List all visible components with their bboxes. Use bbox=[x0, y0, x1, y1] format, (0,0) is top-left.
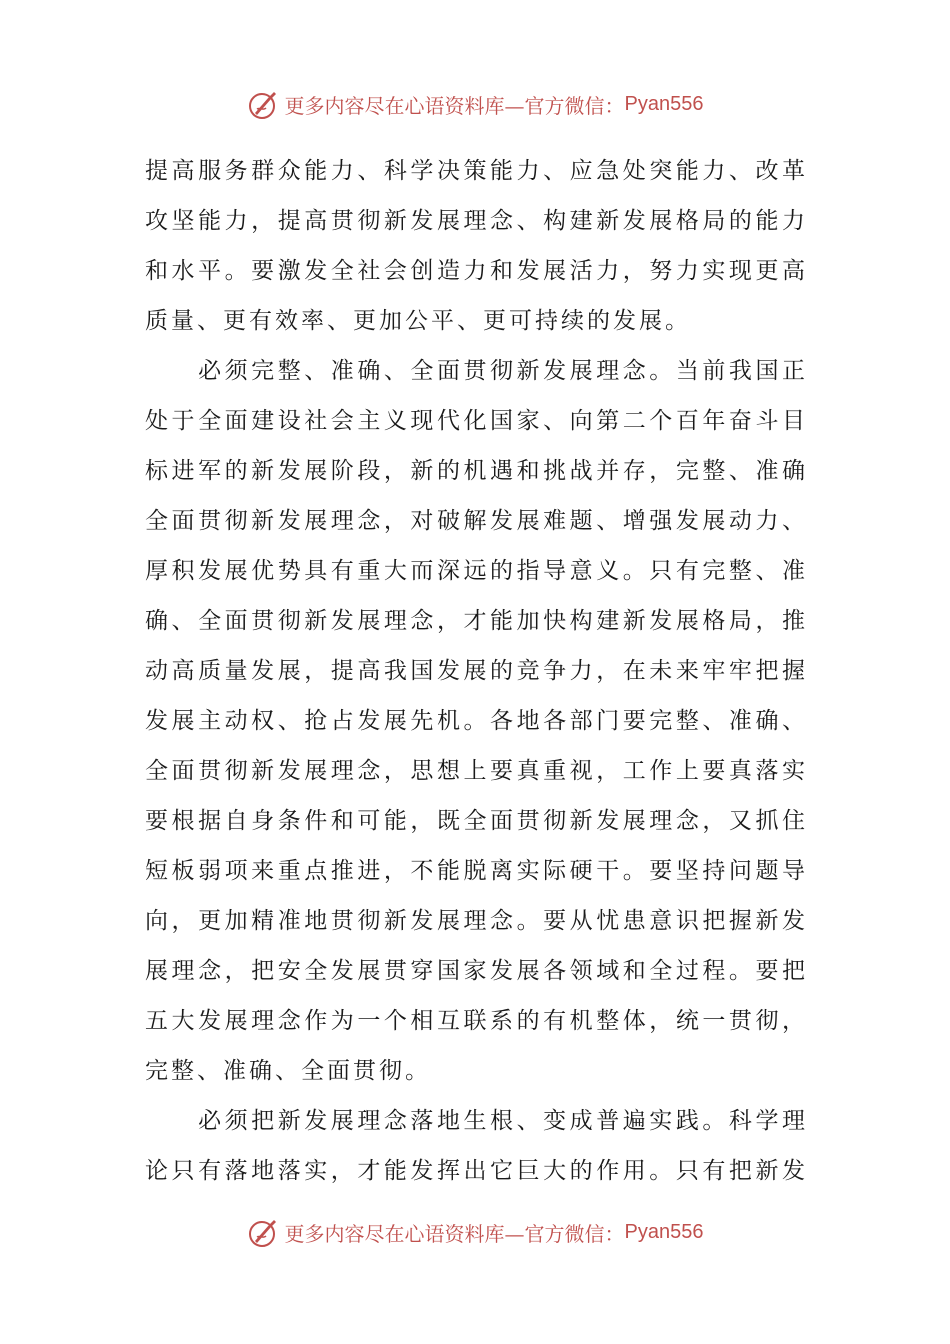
text-line: 和水平。要激发全社会创造力和发展活力，努力实现更高 bbox=[145, 258, 805, 284]
watermark-text: 更多内容尽在心语资料库—官方微信： bbox=[284, 93, 625, 118]
text-line: 厚积发展优势具有重大而深远的指导意义。只有完整、准 bbox=[145, 558, 805, 584]
pen-nib-circle-icon bbox=[247, 87, 281, 121]
text-line: 全面贯彻新发展理念，对破解发展难题、增强发展动力、 bbox=[145, 508, 805, 534]
text-line: 动高质量发展，提高我国发展的竞争力，在未来牢牢把握 bbox=[145, 658, 805, 684]
text-line: 处于全面建设社会主义现代化国家、向第二个百年奋斗目 bbox=[145, 408, 805, 434]
text-line: 攻坚能力，提高贯彻新发展理念、构建新发展格局的能力 bbox=[145, 208, 805, 234]
text-line: 发展主动权、抢占发展先机。各地各部门要完整、准确、 bbox=[145, 708, 805, 734]
text-line: 全面贯彻新发展理念，思想上要真重视，工作上要真落实 bbox=[145, 758, 805, 784]
text-line: 必须把新发展理念落地生根、变成普遍实践。科学理 bbox=[145, 1108, 805, 1134]
footer-watermark bbox=[0, 1212, 950, 1252]
text-line: 确、全面贯彻新发展理念，才能加快构建新发展格局，推 bbox=[145, 608, 805, 634]
header-watermark bbox=[0, 84, 950, 124]
watermark-text: 更多内容尽在心语资料库—官方微信： bbox=[284, 1221, 625, 1246]
text-line: 要根据自身条件和可能，既全面贯彻新发展理念，又抓住 bbox=[145, 808, 805, 834]
document-body bbox=[145, 146, 805, 1196]
watermark-wechat-id: Pyan556 bbox=[624, 1220, 704, 1243]
text-line: 标进军的新发展阶段，新的机遇和挑战并存，完整、准确 bbox=[145, 458, 805, 484]
text-line: 五大发展理念作为一个相互联系的有机整体，统一贯彻， bbox=[145, 1008, 805, 1034]
watermark-wechat-id: Pyan556 bbox=[624, 92, 704, 115]
text-line: 论只有落地落实，才能发挥出它巨大的作用。只有把新发 bbox=[145, 1158, 805, 1184]
text-line: 向，更加精准地贯彻新发展理念。要从忧患意识把握新发 bbox=[145, 908, 805, 934]
text-line: 展理念，把安全发展贯穿国家发展各领域和全过程。要把 bbox=[145, 958, 805, 984]
text-line: 短板弱项来重点推进，不能脱离实际硬干。要坚持问题导 bbox=[145, 858, 805, 884]
text-line: 提高服务群众能力、科学决策能力、应急处突能力、改革 bbox=[145, 158, 805, 184]
pen-nib-circle-icon bbox=[247, 1215, 281, 1249]
text-line: 完整、准确、全面贯彻。 bbox=[145, 1058, 431, 1084]
text-line: 质量、更有效率、更加公平、更可持续的发展。 bbox=[145, 308, 691, 334]
text-line: 必须完整、准确、全面贯彻新发展理念。当前我国正 bbox=[145, 358, 805, 384]
